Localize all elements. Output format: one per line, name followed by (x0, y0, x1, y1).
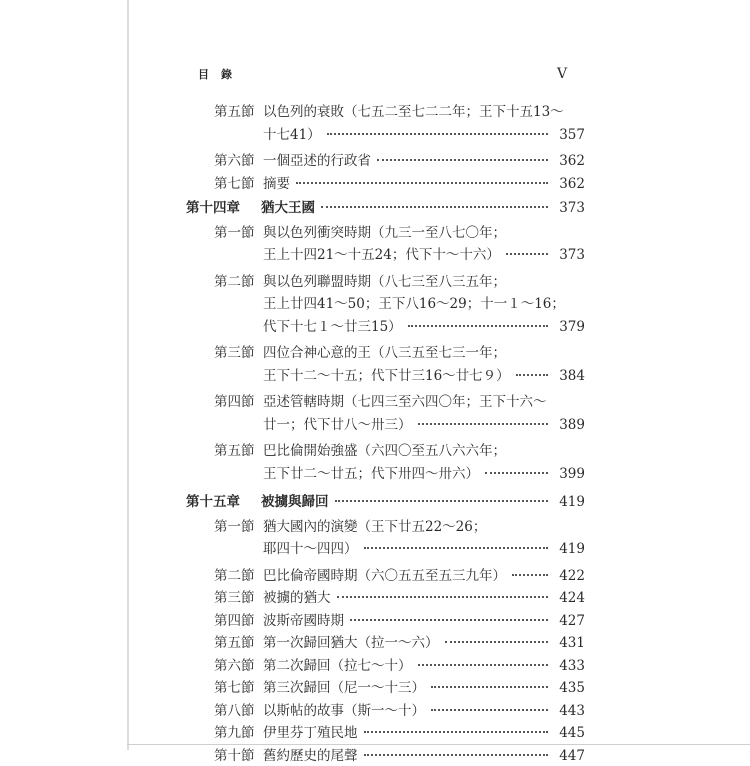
entry-title-text: 摘要 (263, 175, 290, 192)
section-label: 第七節 (214, 680, 255, 696)
entry-title-text: 王下廿二～廿五；代下卅四～卅六） (263, 465, 479, 482)
page-number: 433 (559, 657, 585, 674)
dotted-leader (337, 596, 549, 598)
toc-line (0, 611, 585, 631)
toc-line (0, 492, 585, 512)
dotted-leader (364, 547, 549, 549)
entry-title-text: 波斯帝國時期 (263, 612, 344, 629)
toc-line (0, 223, 585, 243)
toc-line (0, 366, 585, 386)
chapter-label: 第十五章 (186, 494, 240, 510)
dotted-leader (408, 325, 548, 327)
entry-title-text: 王上廿四41～50；王下八16～29；十一１～16； (263, 296, 565, 312)
dotted-leader (350, 619, 548, 621)
chapter-label: 第十四章 (186, 200, 240, 216)
entry-title-text: 四位合神心意的王（八三五至七三一年； (263, 345, 506, 361)
page-number: 373 (559, 200, 585, 216)
toc-line (0, 294, 585, 314)
entry-title-text: 被擄的猶大 (263, 590, 331, 606)
section-label: 第四節 (214, 612, 255, 629)
entry-title-text: 廿一；代下廿八～卅三） (263, 416, 412, 433)
page-number: 384 (559, 367, 585, 384)
toc-line (0, 701, 585, 721)
dotted-leader (296, 182, 548, 184)
section-label: 第一節 (214, 224, 255, 241)
page-number: 389 (559, 416, 585, 433)
entry-title-text: 第二次歸回（拉七～十） (263, 657, 412, 674)
section-label: 第五節 (214, 104, 255, 120)
page-number: 422 (559, 567, 585, 584)
page-number: 373 (559, 247, 585, 263)
entry-title-text: 巴比倫帝國時期（六〇五五至五三九年） (263, 567, 506, 584)
toc-line (0, 245, 585, 265)
page-number: 419 (559, 541, 585, 557)
page-number: 362 (559, 175, 585, 192)
dotted-leader (377, 159, 548, 161)
toc-line (0, 272, 585, 292)
dotted-leader (327, 133, 548, 135)
page-number: 445 (559, 725, 585, 741)
page-number: 443 (559, 702, 585, 719)
entry-title-text: 第一次歸回猶大（拉一～六） (263, 635, 439, 651)
page-number: 431 (559, 635, 585, 651)
section-label: 第四節 (214, 394, 255, 410)
dotted-leader (506, 253, 548, 255)
dotted-leader (364, 731, 549, 733)
entry-title-text: 猶大國內的演變（王下廿五22～26； (263, 518, 487, 535)
toc-line (0, 174, 585, 194)
page-number: 419 (559, 494, 585, 510)
page-number: 357 (559, 126, 585, 143)
toc-line (0, 441, 585, 461)
page-number-roman: V (557, 66, 568, 82)
toc-line (0, 102, 585, 122)
page-number: 362 (559, 153, 585, 169)
entry-title-text: 舊約歷史的尾聲 (263, 747, 358, 764)
section-label: 第一節 (214, 518, 255, 535)
entry-title-text: 與以色列聯盟時期（八七三至八三五年； (263, 273, 506, 290)
dotted-leader (321, 206, 548, 208)
page-number: 399 (559, 465, 585, 482)
toc-line (0, 746, 585, 766)
toc-line (0, 656, 585, 676)
dotted-leader (418, 423, 549, 425)
section-label: 第二節 (214, 273, 255, 290)
dotted-leader (364, 754, 549, 756)
dotted-leader (485, 472, 548, 474)
section-label: 第九節 (214, 725, 255, 741)
entry-title-text: 第三次歸回（尼一～十三） (263, 680, 425, 696)
toc-line (0, 464, 585, 484)
page-number: 379 (559, 318, 585, 335)
section-label: 第六節 (214, 153, 255, 169)
section-label: 第五節 (214, 635, 255, 651)
dotted-leader (445, 641, 549, 643)
entry-title-text: 巴比倫開始強盛（六四〇至五八六六年； (263, 443, 506, 459)
page-number: 424 (559, 590, 585, 606)
dotted-leader (418, 664, 549, 666)
entry-title-text: 與以色列衝突時期（九三一至八七〇年； (263, 224, 506, 241)
section-label: 第五節 (214, 443, 255, 459)
dotted-leader (431, 709, 548, 711)
toc-line (0, 317, 585, 337)
entry-title-text: 亞述管轄時期（七四三至六四〇年；王下十六～ (263, 394, 547, 410)
dotted-leader (512, 574, 548, 576)
entry-title-text: 十七41） (263, 126, 321, 143)
toc-line (0, 633, 585, 653)
toc-line (0, 198, 585, 218)
dotted-leader (516, 374, 548, 376)
toc-line (0, 723, 585, 743)
section-label: 第三節 (214, 345, 255, 361)
page-number: 435 (559, 680, 585, 696)
section-label: 第二節 (214, 567, 255, 584)
running-header-title: 目錄 (198, 68, 244, 81)
dotted-leader (431, 686, 548, 688)
section-label: 第七節 (214, 175, 255, 192)
entry-title-text: 一個亞述的行政省 (263, 153, 371, 169)
toc-line (0, 151, 585, 171)
entry-title-text: 代下十七１～廿三15） (263, 318, 402, 335)
section-label: 第十節 (214, 747, 255, 764)
entry-title-text: 以斯帖的故事（斯一～十） (263, 702, 425, 719)
section-label: 第六節 (214, 657, 255, 674)
toc-line (0, 566, 585, 586)
entry-title-text: 被擄與歸回 (261, 494, 329, 510)
entry-title-text: 耶四十～四四） (263, 541, 358, 557)
toc-line (0, 392, 585, 412)
page-number: 427 (559, 612, 585, 629)
section-label: 第三節 (214, 590, 255, 606)
page-number: 447 (559, 747, 585, 764)
section-label: 第八節 (214, 702, 255, 719)
entry-title-text: 王上十四21～十五24；代下十～十六） (263, 247, 500, 263)
toc-line (0, 678, 585, 698)
entry-title-text: 猶大王國 (261, 200, 315, 216)
toc-line (0, 588, 585, 608)
entry-title-text: 伊里芬丁殖民地 (263, 725, 358, 741)
toc-line (0, 343, 585, 363)
entry-title-text: 以色列的衰敗（七五二至七二二年；王下十五13～ (263, 104, 564, 120)
toc-line (0, 517, 585, 537)
toc-line (0, 415, 585, 435)
dotted-leader (335, 500, 549, 502)
entry-title-text: 王下十二～十五；代下廿三16～廿七９） (263, 367, 510, 384)
toc-line (0, 125, 585, 145)
toc-line (0, 539, 585, 559)
